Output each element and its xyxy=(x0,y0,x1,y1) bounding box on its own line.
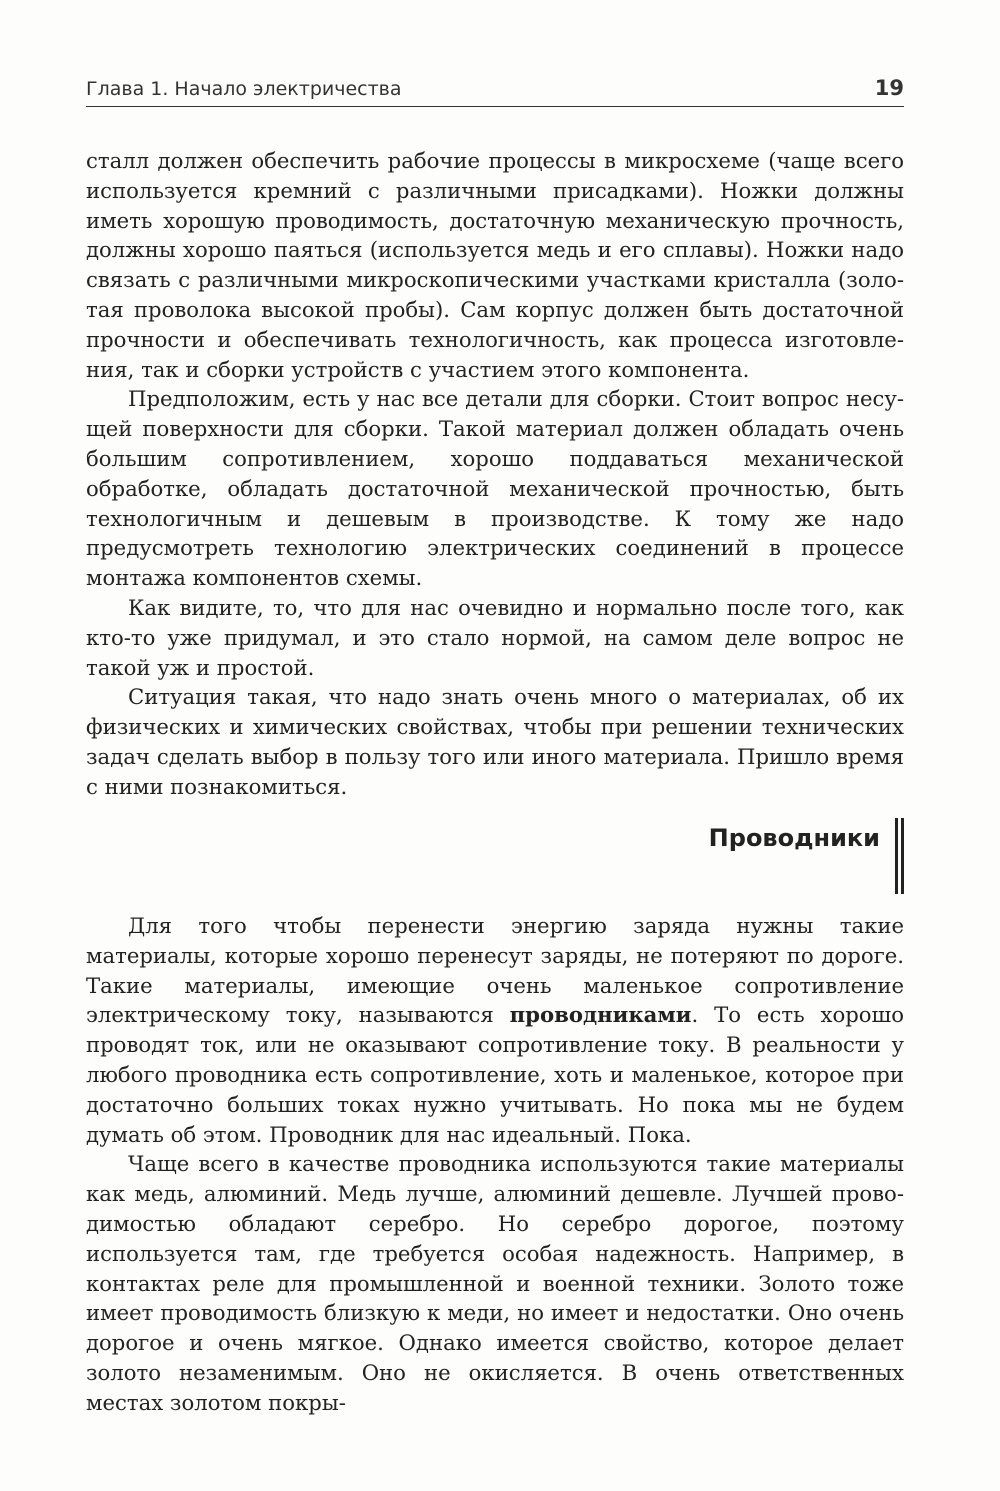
page-header xyxy=(86,76,904,107)
paragraph-text: . То есть хорошо проводят ток, или не оказывают сопротивление току. В реальности у любого проводника есть сопротивление, хоть и маленькое, которое при достаточно больших токах нужно учитывать. Но пока мы не будем думать об этом. Проводник для нас идеальный. Пока. xyxy=(86,1002,904,1147)
section-heading xyxy=(86,818,904,894)
paragraph: Ситуация такая, что надо знать очень много о материалах, об их физических и химических свойствах, чтобы при решении технических задач сделать выбор в пользу того или иного материала. Пришло время с ними познакомиться. xyxy=(86,684,904,799)
paragraph-text: Для того чтобы перенести энергию заряда нужны такие материалы, которые хорошо перенесут заряды, не потеряют по дороге. Такие материалы, имеющие очень маленькое сопротивление электрическому току, называются xyxy=(86,913,904,1028)
chapter-title: Глава 1. Начало электричества xyxy=(86,78,402,100)
section-intro-text xyxy=(86,146,904,802)
heading-rule xyxy=(901,818,904,894)
heading-rule xyxy=(895,818,898,894)
paragraph: сталл должен обеспечить рабочие процессы в микросхеме (чаще всего используется кремний с различными присадками). Ножки должны иметь хорошую проводимость, достаточную механическую прочность, должны хорошо паяться (используется медь и его сплавы). Ножки надо связать с различными микроскопическими участками кристалла (золотая проволока высокой пробы). Сам корпус должен быть достаточной прочности и обеспечивать технологичность, как процесса изготовления, так и сборки устройств с участием этого компонента. xyxy=(86,148,904,382)
paragraph: Как видите, то, что для нас очевидно и нормально после того, как кто-то уже придумал, и это стало нормой, на самом деле вопрос не такой уж и простой. xyxy=(86,594,904,680)
paragraph: Чаще всего в качестве проводника используются такие материалы как медь, алюминий. Медь лучше, алюминий дешевле. Лучшей проводимостью обладают серебро. Но серебро дорогое, поэтому используется там, где требуется особая надежность. Например, в контактах реле для промышленной и военной техники. Золото тоже имеет проводимость близкую к меди, но имеет и недостатки. Оно очень дорогое и очень мягкое. Однако имеется свойство, которое делает золото незаменимым. Оно не окисляется. В очень ответственных местах золотом покры- xyxy=(86,1151,904,1415)
paragraph: Предположим, есть у нас все детали для сборки. Стоит вопрос несущей поверхности для сборки. Такой материал должен обладать очень большим сопротивлением, хорошо поддаваться механической обработке, обладать достаточной механической прочностью, быть технологичным и дешевым в производстве. К тому же надо предусмотреть технологию электрических соединений в процессе монтажа компонентов схемы. xyxy=(86,386,904,591)
section-conductors-text xyxy=(86,911,904,1418)
page-number: 19 xyxy=(874,76,904,100)
paragraph xyxy=(86,911,904,1149)
section-title: Проводники xyxy=(708,824,880,852)
bold-term: проводниками xyxy=(509,1002,692,1028)
